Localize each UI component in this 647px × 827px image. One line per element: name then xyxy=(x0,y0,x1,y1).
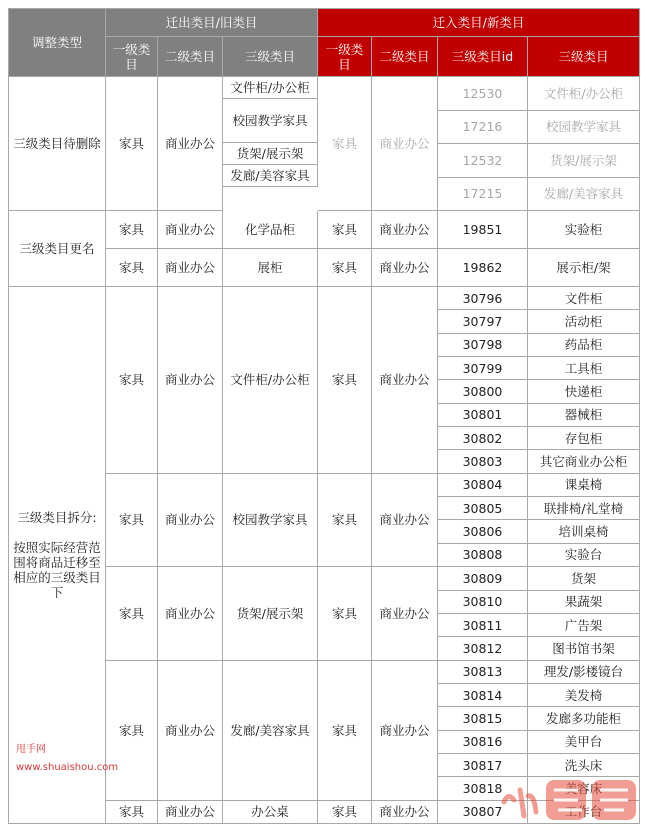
new-l1: 家具 xyxy=(318,211,372,249)
new-l3-id: 30805 xyxy=(438,497,528,520)
new-l3-id: 30797 xyxy=(438,310,528,333)
new-l1: 家具 xyxy=(318,249,372,287)
new-l1: 家具 xyxy=(318,567,372,660)
new-l3-id: 30817 xyxy=(438,754,528,777)
new-l3-id: 30804 xyxy=(438,474,528,497)
new-l3-id: 30801 xyxy=(438,404,528,427)
new-l3: 培训桌椅 xyxy=(528,520,640,543)
old-l3: 发廊/美容家具 xyxy=(223,661,318,801)
new-l2: 商业办公 xyxy=(372,474,438,567)
header-old-category-group: 迁出类目/旧类目 xyxy=(106,8,318,37)
new-l3-id: 19862 xyxy=(438,249,528,287)
new-l2: 商业办公 xyxy=(372,801,438,824)
new-l3: 发廊/美容家具 xyxy=(528,178,640,212)
old-l3: 货架/展示架 xyxy=(223,143,318,165)
adjust-type-delete: 三级类目待删除 xyxy=(8,77,106,211)
new-l1: 家具 xyxy=(318,661,372,801)
new-l3: 货架 xyxy=(528,567,640,590)
new-l3: 图书馆书架 xyxy=(528,637,640,660)
old-l2: 商业办公 xyxy=(158,567,223,660)
old-l3: 化学品柜 xyxy=(223,211,318,249)
old-l1: 家具 xyxy=(106,567,158,660)
new-l2: 商业办公 xyxy=(372,77,438,211)
old-l3: 文件柜/办公柜 xyxy=(223,77,318,99)
new-l2: 商业办公 xyxy=(372,211,438,249)
new-l3-id: 30806 xyxy=(438,520,528,543)
watermark-logo xyxy=(498,772,643,824)
new-l3: 联排椅/礼堂椅 xyxy=(528,497,640,520)
new-l3-id: 30816 xyxy=(438,731,528,754)
old-l1: 家具 xyxy=(106,77,158,211)
new-l1: 家具 xyxy=(318,474,372,567)
new-l3: 活动柜 xyxy=(528,310,640,333)
header-adjust-type: 调整类型 xyxy=(8,8,106,77)
new-l2: 商业办公 xyxy=(372,661,438,801)
new-l1: 家具 xyxy=(318,77,372,211)
old-l2: 商业办公 xyxy=(158,211,223,249)
old-l1: 家具 xyxy=(106,661,158,801)
new-l3: 药品柜 xyxy=(528,334,640,357)
old-l3: 货架/展示架 xyxy=(223,567,318,660)
header-new-l3: 三级类目 xyxy=(528,37,640,77)
header-old-l1: 一级类目 xyxy=(106,37,158,77)
new-l3: 快递柜 xyxy=(528,380,640,403)
header-old-l2: 二级类目 xyxy=(158,37,223,77)
new-l3: 广告架 xyxy=(528,614,640,637)
watermark-site-url: www.shuaishou.com xyxy=(16,762,119,773)
watermark-site-name: 甩手网 xyxy=(16,744,46,755)
old-l1: 家具 xyxy=(106,801,158,824)
old-l2: 商业办公 xyxy=(158,77,223,211)
new-l3: 实验台 xyxy=(528,544,640,567)
old-l3: 展柜 xyxy=(223,249,318,287)
adjust-type-split: 三级类目拆分: 按照实际经营范围将商品迁移至相应的三级类目下 xyxy=(8,287,106,824)
new-l3-id: 30808 xyxy=(438,544,528,567)
new-l3: 工具柜 xyxy=(528,357,640,380)
old-l3: 办公桌 xyxy=(223,801,318,824)
old-l2: 商业办公 xyxy=(158,249,223,287)
new-l3-id: 30807 xyxy=(438,801,528,824)
new-l3: 课桌椅 xyxy=(528,474,640,497)
old-l3: 校园教学家具 xyxy=(223,99,318,143)
new-l3-id: 17216 xyxy=(438,111,528,145)
header-new-l2: 二级类目 xyxy=(372,37,438,77)
header-new-l3-id: 三级类目id xyxy=(438,37,528,77)
old-l2: 商业办公 xyxy=(158,801,223,824)
new-l3: 发廊多功能柜 xyxy=(528,707,640,730)
new-l3: 货架/展示架 xyxy=(528,144,640,178)
old-l3: 校园教学家具 xyxy=(223,474,318,567)
new-l3: 实验柜 xyxy=(528,211,640,249)
new-l3-id: 30818 xyxy=(438,777,528,800)
new-l3-id: 30814 xyxy=(438,684,528,707)
header-old-l3: 三级类目 xyxy=(223,37,318,77)
new-l1: 家具 xyxy=(318,287,372,474)
old-l1: 家具 xyxy=(106,249,158,287)
new-l3: 文件柜/办公柜 xyxy=(528,77,640,111)
old-l3: 文件柜/办公柜 xyxy=(223,287,318,474)
old-l1: 家具 xyxy=(106,211,158,249)
new-l3-id: 12530 xyxy=(438,77,528,111)
new-l2: 商业办公 xyxy=(372,249,438,287)
new-l3: 其它商业办公柜 xyxy=(528,450,640,473)
new-l3-id: 30796 xyxy=(438,287,528,310)
new-l3-id: 30802 xyxy=(438,427,528,450)
new-l3: 果蔬架 xyxy=(528,591,640,614)
adjust-type-rename: 三级类目更名 xyxy=(8,211,106,287)
new-l1: 家具 xyxy=(318,801,372,824)
new-l3: 美甲台 xyxy=(528,731,640,754)
new-l3: 文件柜 xyxy=(528,287,640,310)
new-l2: 商业办公 xyxy=(372,287,438,474)
new-l3-id: 30800 xyxy=(438,380,528,403)
new-l3-id: 19851 xyxy=(438,211,528,249)
new-l3-id: 30803 xyxy=(438,450,528,473)
new-l3-id: 30799 xyxy=(438,357,528,380)
old-l2: 商业办公 xyxy=(158,661,223,801)
new-l3: 校园教学家具 xyxy=(528,111,640,145)
header-new-l1: 一级类目 xyxy=(318,37,372,77)
new-l3-id: 12532 xyxy=(438,144,528,178)
new-l3: 理发/影楼镜台 xyxy=(528,661,640,684)
header-new-category-group: 迁入类目/新类目 xyxy=(318,8,640,37)
new-l3-id: 30798 xyxy=(438,334,528,357)
new-l3-id: 30813 xyxy=(438,661,528,684)
new-l3-id: 30809 xyxy=(438,567,528,590)
new-l3-id: 30812 xyxy=(438,637,528,660)
new-l3-id: 17215 xyxy=(438,178,528,212)
new-l3: 器械柜 xyxy=(528,404,640,427)
new-l3: 存包柜 xyxy=(528,427,640,450)
new-l2: 商业办公 xyxy=(372,567,438,660)
old-l2: 商业办公 xyxy=(158,474,223,567)
new-l3: 洗头床 xyxy=(528,754,640,777)
new-l3-id: 30810 xyxy=(438,591,528,614)
old-l3: 发廊/美容家具 xyxy=(223,165,318,187)
old-l2: 商业办公 xyxy=(158,287,223,474)
new-l3-id: 30811 xyxy=(438,614,528,637)
old-l1: 家具 xyxy=(106,474,158,567)
old-l1: 家具 xyxy=(106,287,158,474)
new-l3-id: 30815 xyxy=(438,707,528,730)
new-l3: 美发椅 xyxy=(528,684,640,707)
new-l3: 展示柜/架 xyxy=(528,249,640,287)
